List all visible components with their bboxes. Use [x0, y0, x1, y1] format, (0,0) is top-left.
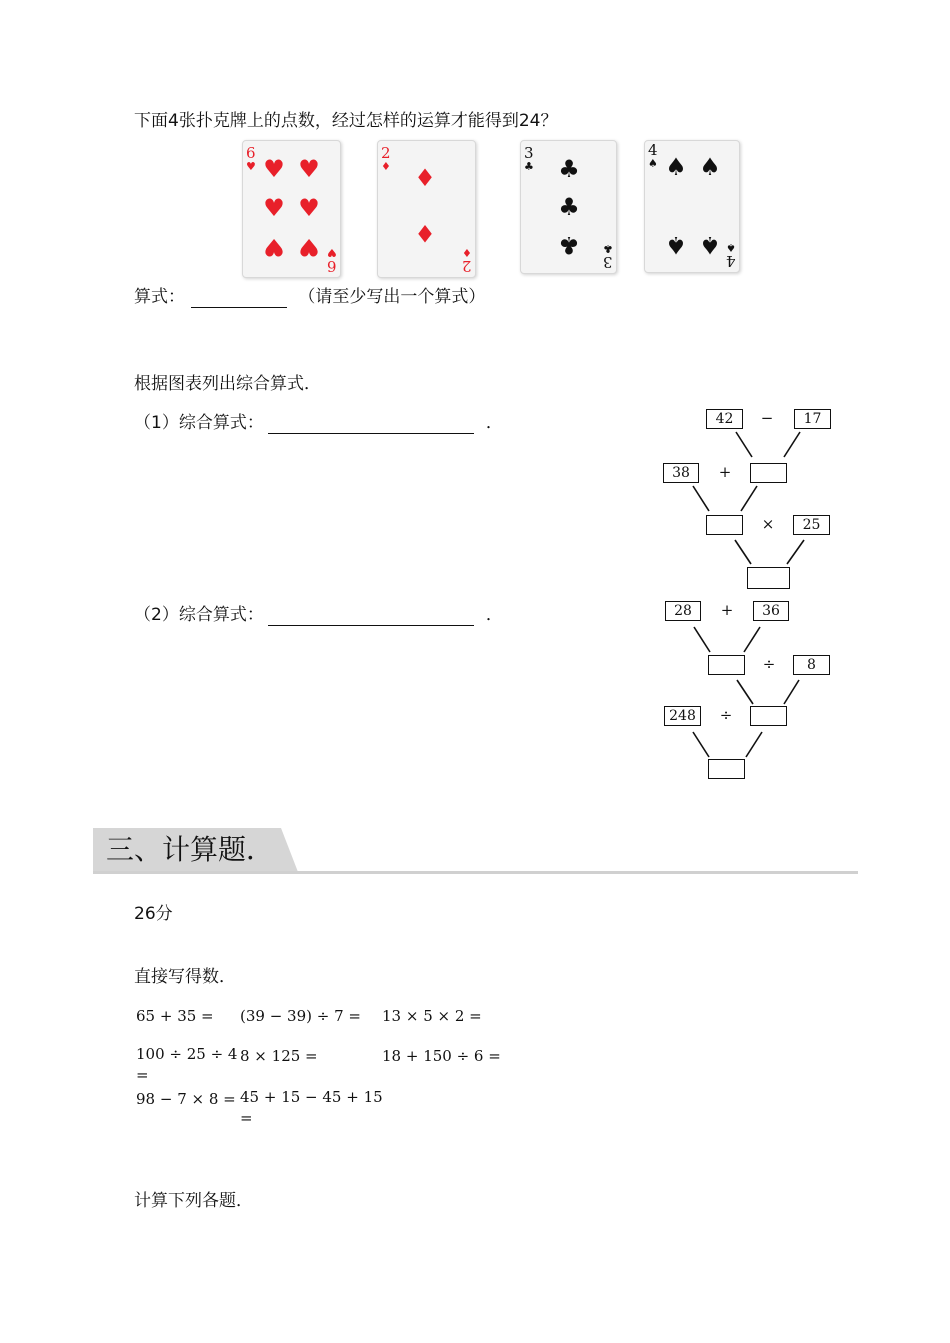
part2-label: （2）综合算式：	[134, 605, 264, 625]
empty-result-box[interactable]	[750, 463, 787, 483]
connector-line	[737, 680, 753, 704]
empty-result-box[interactable]	[747, 567, 790, 589]
section-title: 三、计算题．	[106, 833, 275, 866]
plus-operator: +	[718, 463, 732, 481]
section-divider	[93, 871, 858, 874]
connector-line	[735, 540, 751, 564]
answer-note: （请至少写出一个算式）	[298, 287, 486, 307]
connector-line	[736, 432, 752, 457]
calc-item: 18 + 150 ÷ 6 =	[382, 1047, 501, 1065]
card-rank: 6	[327, 257, 337, 275]
number-box-248: 248	[664, 706, 701, 726]
answer-label: 算式：	[134, 287, 185, 307]
heart-icon: ♥	[246, 160, 256, 173]
card-rank: 4	[648, 141, 658, 159]
heart-icon: ♥	[263, 155, 285, 183]
empty-result-box[interactable]	[706, 515, 743, 535]
diamond-icon: ♦	[414, 164, 436, 192]
number-box-17: 17	[794, 409, 831, 429]
number-box-36: 36	[753, 601, 789, 621]
calc-question-text: 计算下列各题．	[134, 1191, 253, 1211]
plus-operator: +	[720, 601, 734, 619]
calc-item-equals: =	[240, 1109, 253, 1127]
times-operator: ×	[761, 515, 775, 533]
connector-line	[784, 432, 800, 457]
part1-label: （1）综合算式：	[134, 413, 264, 433]
calc-item: 45 + 15 − 45 + 15	[240, 1088, 383, 1106]
heart-icon: ♥	[263, 194, 285, 222]
spade-icon: ♠	[648, 157, 658, 170]
card-rank: 2	[381, 144, 391, 162]
cards-question-text: 下面4张扑克牌上的点数，经过怎样的运算才能得到24？	[134, 111, 558, 131]
number-box-8: 8	[793, 655, 830, 675]
spade-icon: ♠	[665, 153, 687, 181]
club-icon: ♣	[524, 160, 534, 173]
heart-icon: ♥	[298, 155, 320, 183]
connector-line	[693, 732, 709, 757]
empty-result-box[interactable]	[750, 706, 787, 726]
calc-item: 98 − 7 × 8 =	[136, 1090, 236, 1108]
direct-question-text: 直接写得数．	[134, 967, 236, 987]
spade-icon: ♠	[665, 231, 687, 259]
connector-line	[787, 540, 804, 564]
calc-item: (39 − 39) ÷ 7 =	[240, 1007, 361, 1025]
club-icon: ♣	[558, 155, 580, 183]
calc-item: 8 × 125 =	[240, 1047, 318, 1065]
section-score: 26分	[134, 904, 173, 924]
heart-icon: ♥	[263, 233, 285, 261]
divide-operator: ÷	[719, 706, 733, 724]
diagram-question-text: 根据图表列出综合算式．	[134, 374, 321, 394]
number-box-42: 42	[706, 409, 743, 429]
club-icon: ♣	[603, 242, 613, 255]
minus-operator: −	[760, 409, 774, 427]
card-rank: 3	[524, 144, 534, 162]
connector-line	[741, 486, 757, 511]
number-box-28: 28	[665, 601, 701, 621]
end-mark: ．	[485, 605, 503, 625]
calc-item: 13 × 5 × 2 =	[382, 1007, 482, 1025]
connector-line	[694, 627, 710, 652]
heart-icon: ♥	[298, 194, 320, 222]
club-icon: ♣	[558, 231, 580, 259]
spade-icon: ♠	[699, 231, 721, 259]
divide-operator: ÷	[762, 655, 776, 673]
card-rank: 3	[603, 253, 613, 271]
connector-line	[693, 486, 709, 511]
calc-item: 65 + 35 =	[136, 1007, 214, 1025]
connector-line	[744, 627, 760, 652]
connector-line	[784, 680, 799, 704]
diamond-icon: ♦	[414, 219, 436, 247]
end-mark: ．	[485, 413, 503, 433]
spade-icon: ♠	[726, 241, 736, 254]
diamond-icon: ♦	[381, 160, 391, 173]
heart-icon: ♥	[298, 233, 320, 261]
calc-item: 100 ÷ 25 ÷ 4	[136, 1045, 238, 1063]
club-icon: ♣	[558, 193, 580, 221]
number-box-38: 38	[663, 463, 699, 483]
connector-line	[746, 732, 762, 757]
diamond-icon: ♦	[462, 246, 472, 259]
spade-icon: ♠	[699, 153, 721, 181]
number-box-25: 25	[793, 515, 830, 535]
card-rank: 2	[462, 257, 472, 275]
empty-result-box[interactable]	[708, 759, 745, 779]
empty-result-box[interactable]	[708, 655, 745, 675]
calc-item-equals: =	[136, 1066, 149, 1084]
card-rank: 6	[246, 144, 256, 162]
heart-icon: ♥	[327, 246, 337, 259]
card-rank: 4	[726, 252, 736, 270]
